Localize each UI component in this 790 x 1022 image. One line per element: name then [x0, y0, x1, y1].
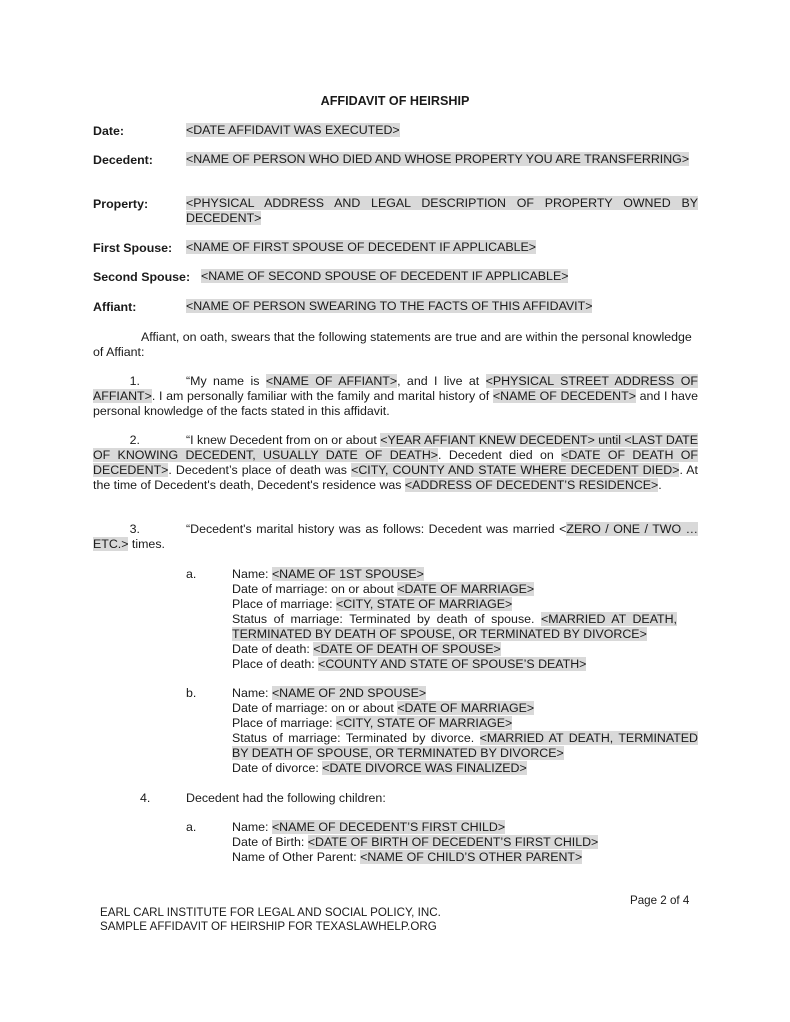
text: times.	[128, 537, 165, 551]
label: Name:	[232, 567, 272, 581]
paragraph-3	[93, 522, 698, 552]
placeholder: <DATE OF DEATH OF SPOUSE>	[313, 642, 501, 656]
placeholder: <DATE OF BIRTH OF DECEDENT’S FIRST CHILD>	[307, 835, 599, 849]
property-placeholder: <PHYSICAL ADDRESS AND LEGAL DESCRIPTION OF PROPERTY OWNED BY DECEDENT>	[186, 196, 698, 225]
date-placeholder: <DATE AFFIDAVIT WAS EXECUTED>	[186, 123, 400, 137]
spouse-a-name	[232, 567, 424, 582]
footer-line-1: EARL CARL INSTITUTE FOR LEGAL AND SOCIAL POLICY, INC.	[100, 906, 441, 919]
label: Place of marriage:	[232, 597, 336, 611]
child-a-other-parent	[232, 850, 582, 865]
affiant-label: Affiant:	[93, 300, 137, 314]
spouse-b-date-of-divorce	[232, 761, 527, 776]
label: Status of marriage: Terminated by death of spouse.	[232, 612, 542, 626]
spouse-b-status	[232, 731, 698, 761]
label: Name:	[232, 820, 272, 834]
spouse-b-letter: b.	[186, 686, 197, 700]
first-spouse-value	[186, 240, 698, 255]
footer-line-2: SAMPLE AFFIDAVIT OF HEIRSHIP FOR TEXASLAWHELP.ORG	[100, 920, 437, 933]
label: Date of death:	[232, 642, 314, 656]
paragraph-3-number: 3.	[129, 522, 140, 536]
label: Date of Birth:	[232, 835, 308, 849]
paragraph-2-number: 2.	[129, 433, 140, 447]
placeholder: <DATE OF MARRIAGE>	[397, 582, 535, 596]
child-a-letter: a.	[186, 820, 197, 834]
paragraph-1	[93, 374, 698, 419]
placeholder: <NAME OF 1ST SPOUSE>	[271, 567, 424, 581]
text: . I am personally familiar with the family and marital history of	[151, 389, 493, 403]
placeholder: <DATE OF DEATH OF DECEDENT>	[93, 448, 698, 477]
date-label: Date:	[93, 124, 124, 138]
property-value	[186, 196, 698, 226]
placeholder: <CITY, STATE OF MARRIAGE>	[336, 716, 513, 730]
child-a-date-of-birth	[232, 835, 598, 850]
date-value	[186, 123, 698, 138]
label: Place of marriage:	[232, 716, 336, 730]
placeholder: <MARRIED AT DEATH, TERMINATED BY DEATH OF SPOUSE, OR TERMINATED BY DIVORCE>	[232, 612, 677, 641]
label: Name:	[232, 686, 272, 700]
page-number: Page 2 of 4	[630, 894, 690, 907]
document-title: AFFIDAVIT OF HEIRSHIP	[320, 94, 470, 108]
placeholder: ZERO / ONE / TWO … ETC.>	[93, 522, 698, 551]
placeholder: <MARRIED AT DEATH, TERMINATED BY DEATH OF SPOUSE, OR TERMINATED BY DIVORCE>	[232, 731, 698, 760]
decedent-placeholder: <NAME OF PERSON WHO DIED AND WHOSE PROPERTY YOU ARE TRANSFERRING>	[186, 152, 690, 166]
label: Name of Other Parent:	[232, 850, 361, 864]
spouse-a-place-of-marriage	[232, 597, 512, 612]
spouse-b-name	[232, 686, 426, 701]
spouse-a-date-of-death	[232, 642, 501, 657]
text: . Decedent’s place of death was	[168, 463, 352, 477]
affiant-placeholder: <NAME OF PERSON SWEARING TO THE FACTS OF THIS AFFIDAVIT>	[186, 299, 593, 313]
spouse-a-letter: a.	[186, 567, 197, 581]
spouse-a-date-of-marriage	[232, 582, 534, 597]
intro-paragraph: Affiant, on oath, swears that the following statements are true and are within the personal knowledge of Affiant:	[93, 330, 692, 359]
label: Status of marriage: Terminated by divorce.	[232, 731, 480, 745]
placeholder: <ADDRESS OF DECEDENT’S RESIDENCE>	[404, 478, 659, 492]
placeholder: <NAME OF 2ND SPOUSE>	[271, 686, 427, 700]
paragraph-4-number: 4.	[140, 791, 151, 805]
placeholder: <COUNTY AND STATE OF SPOUSE’S DEATH>	[318, 657, 587, 671]
placeholder: <NAME OF DECEDENT’S FIRST CHILD>	[271, 820, 506, 834]
first-spouse-label: First Spouse:	[93, 241, 173, 255]
text: . At the time of Decedent's death, Decedent's residence was	[93, 463, 698, 492]
spouse-a-place-of-death	[232, 657, 586, 672]
text: .	[658, 478, 662, 492]
spouse-b-place-of-marriage	[232, 716, 512, 731]
paragraph-1-number: 1.	[129, 374, 140, 388]
placeholder: <DATE DIVORCE WAS FINALIZED>	[322, 761, 527, 775]
text: and I have personal knowledge of the facts stated in this affidavit.	[93, 389, 698, 418]
text: , and I live at	[397, 374, 486, 388]
decedent-value	[186, 152, 698, 167]
text: “Decedent's marital history was as follows: Decedent was married <	[186, 522, 567, 536]
decedent-label: Decedent:	[93, 153, 153, 167]
second-spouse-placeholder: <NAME OF SECOND SPOUSE OF DECEDENT IF APPLICABLE>	[201, 269, 569, 283]
affiant-value	[186, 299, 698, 314]
spouse-a-status	[232, 612, 677, 642]
paragraph-4-text: Decedent had the following children:	[186, 791, 386, 805]
spouse-b-date-of-marriage	[232, 701, 534, 716]
second-spouse-value	[201, 269, 568, 284]
property-label: Property:	[93, 197, 149, 211]
placeholder: <NAME OF DECEDENT>	[492, 389, 636, 403]
text: “My name is	[186, 374, 266, 388]
placeholder: <PHYSICAL STREET ADDRESS OF AFFIANT>	[93, 374, 698, 403]
text: “I knew Decedent from on or about	[186, 433, 381, 447]
second-spouse-label: Second Spouse:	[93, 270, 191, 284]
child-a-name	[232, 820, 505, 835]
placeholder: <DATE OF MARRIAGE>	[397, 701, 535, 715]
placeholder: <NAME OF AFFIANT>	[265, 374, 398, 388]
label: Place of death:	[232, 657, 319, 671]
placeholder: <CITY, STATE OF MARRIAGE>	[336, 597, 513, 611]
label: Date of marriage: on or about	[232, 582, 398, 596]
first-spouse-placeholder: <NAME OF FIRST SPOUSE OF DECEDENT IF APPLICABLE>	[186, 240, 537, 254]
paragraph-2	[93, 433, 698, 493]
placeholder: <NAME OF CHILD’S OTHER PARENT>	[360, 850, 583, 864]
label: Date of divorce:	[232, 761, 323, 775]
label: Date of marriage: on or about	[232, 701, 398, 715]
placeholder: <CITY, COUNTY AND STATE WHERE DECEDENT DIED>	[351, 463, 680, 477]
placeholder: <YEAR AFFIANT KNEW DECEDENT> until <LAST DATE OF KNOWING DECEDENT, USUALLY DATE OF DEATH>	[93, 433, 699, 462]
text: . Decedent died on	[438, 448, 562, 462]
